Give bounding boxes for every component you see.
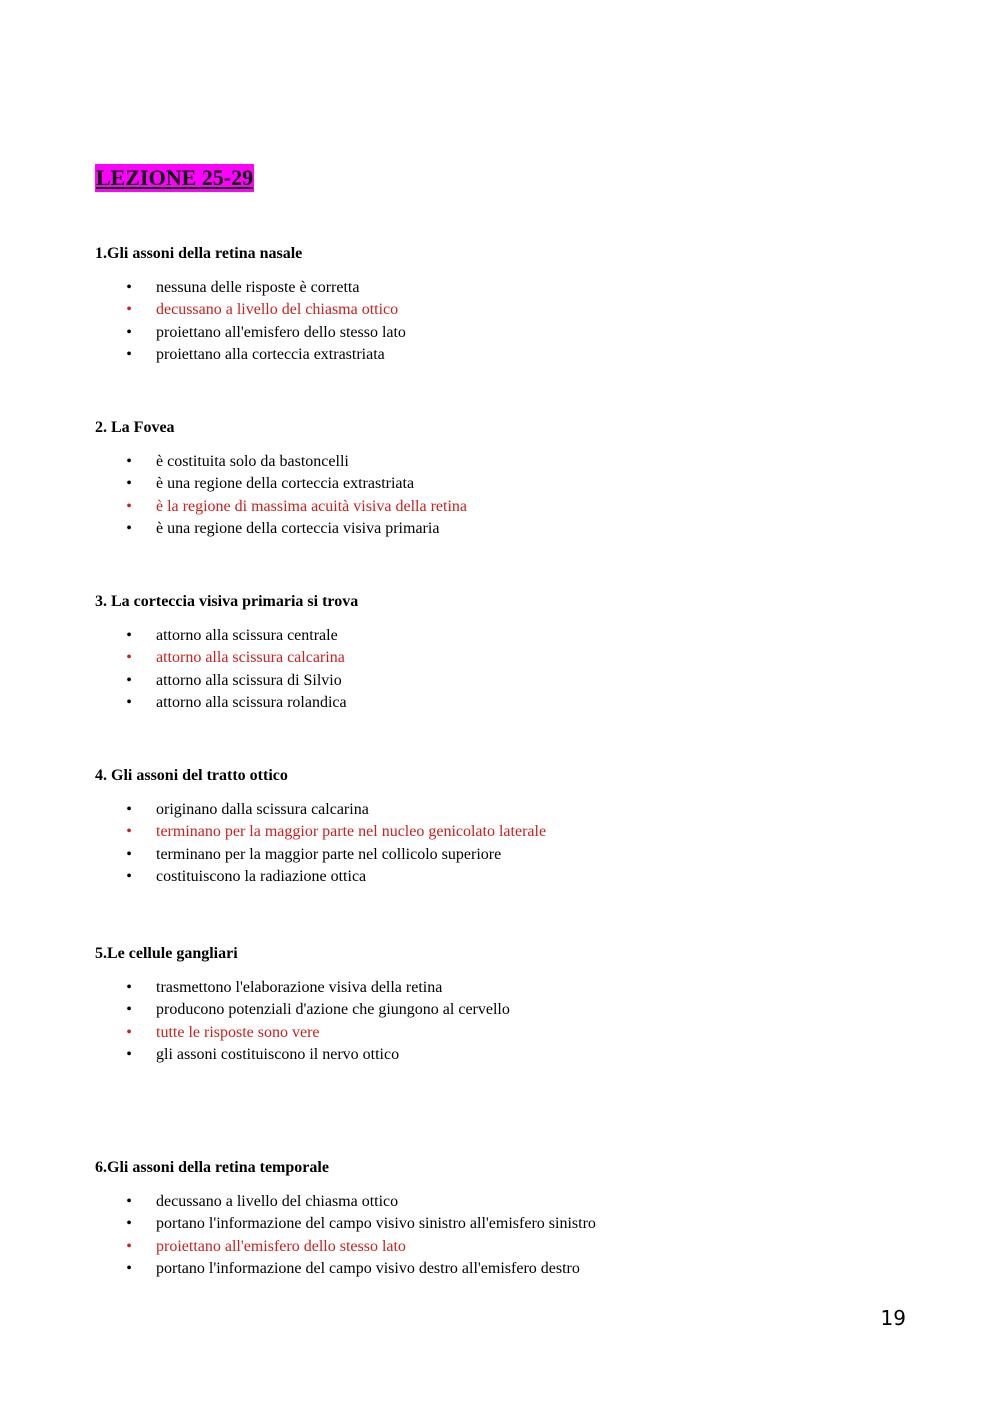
bullet-icon: • [126,301,132,319]
option-item [95,1191,915,1213]
option-item [95,866,915,888]
bullet-icon: • [126,627,132,644]
option-item [95,299,915,321]
page-number: 19 [880,1306,906,1330]
bullet-icon: • [126,694,132,712]
option-text: è una regione della corteccia visiva primaria [156,520,440,538]
bullet-icon: • [126,1001,132,1019]
question-title: 2. La Fovea [95,419,175,436]
option-text: gli assoni costituiscono il nervo ottico [156,1046,400,1064]
bullet-icon: • [126,1215,132,1233]
option-item [95,647,915,669]
bullet-icon: • [126,279,132,296]
option-item [95,799,915,821]
option-item [95,451,915,473]
options-list [95,799,915,889]
option-item [95,473,915,495]
option-text: proiettano alla corteccia extrastriata [156,346,385,364]
option-item [95,277,915,299]
option-text: attorno alla scissura centrale [156,627,338,644]
option-text: attorno alla scissura calcarina [156,649,345,667]
bullet-icon: • [126,979,132,996]
question-title: 1.Gli assoni della retina nasale [95,245,303,262]
option-item [95,692,915,714]
bullet-icon: • [126,475,132,493]
option-text: nessuna delle risposte è corretta [156,279,360,296]
option-text: decussano a livello del chiasma ottico [156,1193,399,1210]
question-title: 5.Le cellule gangliari [95,945,238,962]
option-text: proiettano all'emisfero dello stesso lato [156,323,406,341]
question-4 [95,766,915,889]
option-item [95,496,915,518]
option-text: portano l'informazione del campo visivo sinistro all'emisfero sinistro [156,1215,596,1233]
option-item [95,1022,915,1044]
option-text: è una regione della corteccia extrastriata [156,475,415,493]
option-text: costituiscono la radiazione ottica [156,868,367,886]
option-text: decussano a livello del chiasma ottico [156,301,399,319]
option-text: producono potenziali d'azione che giungono al cervello [156,1001,510,1019]
option-text: è costituita solo da bastoncelli [156,453,349,470]
bullet-icon: • [126,823,132,841]
option-item [95,844,915,866]
options-list [95,451,915,541]
question-title: 4. Gli assoni del tratto ottico [95,767,288,784]
question-title: 6.Gli assoni della retina temporale [95,1159,329,1176]
option-item [95,1258,915,1280]
option-text: portano l'informazione del campo visivo destro all'emisfero destro [156,1260,580,1278]
options-list [95,277,915,367]
option-text: attorno alla scissura di Silvio [156,671,342,689]
question-3 [95,592,915,715]
bullet-icon: • [126,520,132,538]
option-text: attorno alla scissura rolandica [156,694,347,712]
question-6 [95,1158,915,1281]
option-item [95,1236,915,1258]
bullet-icon: • [126,497,132,515]
question-5 [95,944,915,1067]
option-item [95,344,915,366]
option-item [95,322,915,344]
bullet-icon: • [126,1260,132,1278]
options-list [95,977,915,1067]
option-item [95,977,915,999]
option-text: terminano per la maggior parte nel nucleo genicolato laterale [156,823,547,841]
option-text: terminano per la maggior parte nel collicolo superiore [156,845,502,863]
bullet-icon: • [126,671,132,689]
bullet-icon: • [126,1193,132,1210]
options-list [95,1191,915,1281]
question-2 [95,418,915,541]
bullet-icon: • [126,649,132,667]
question-title: 3. La corteccia visiva primaria si trova [95,593,359,610]
bullet-icon: • [126,1023,132,1041]
page-title: LEZIONE 25-29 [96,165,254,190]
bullet-icon: • [126,868,132,886]
options-list [95,625,915,715]
bullet-icon: • [126,1046,132,1064]
option-text: proiettano all'emisfero dello stesso lato [156,1237,406,1255]
option-item [95,670,915,692]
bullet-icon: • [126,453,132,470]
option-item [95,625,915,647]
option-item [95,1213,915,1235]
bullet-icon: • [126,346,132,364]
option-item [95,518,915,540]
bullet-icon: • [126,801,132,818]
question-1 [95,244,915,367]
option-text: originano dalla scissura calcarina [156,801,369,818]
option-text: tutte le risposte sono vere [156,1023,320,1041]
option-item [95,999,915,1021]
bullet-icon: • [126,323,132,341]
bullet-icon: • [126,1237,132,1255]
option-text: trasmettono l'elaborazione visiva della retina [156,979,443,996]
option-item [95,821,915,843]
option-item [95,1044,915,1066]
option-text: è la regione di massima acuità visiva della retina [156,497,467,515]
bullet-icon: • [126,845,132,863]
